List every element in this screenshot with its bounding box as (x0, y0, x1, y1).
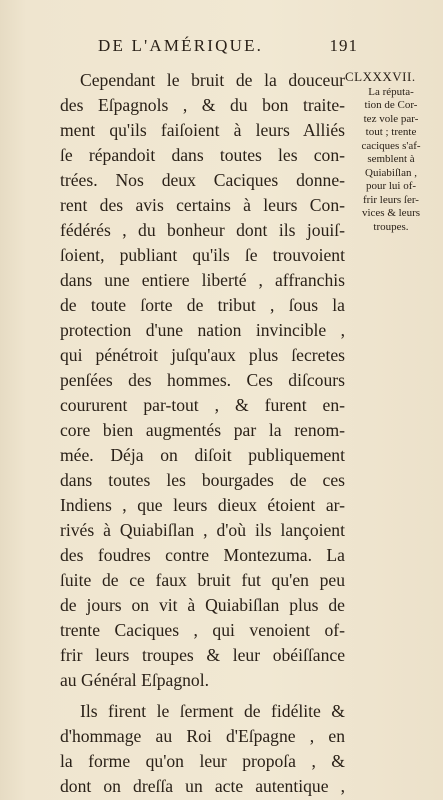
text-line: d'hommage au Roi d'Eſpagne , en (60, 726, 345, 746)
text-line: ſoient, publiant qu'ils ſe trouvoient (60, 245, 345, 265)
text-line: mée. Déja on diſoit publiquement (60, 445, 345, 465)
text-line: ſe répandoit dans toutes les con- (60, 145, 345, 165)
text-line: Cependant le bruit de la douceur (80, 70, 345, 90)
text-line: dont on dreſſa un acte autentique , (60, 776, 345, 796)
text-line: frir leurs troupes & leur obéiſſance (60, 645, 345, 665)
marginal-note (345, 70, 437, 234)
text-line: de toute ſorte de tribut , ſous la (60, 295, 345, 315)
main-text (60, 68, 345, 799)
text-line: qui pénétroit juſqu'aux plus ſecretes (60, 345, 345, 365)
text-line: Ils firent le ſerment de fidélite & (80, 701, 345, 721)
text-line: rivés à Quiabiſlan , d'où ils lançoient (60, 520, 345, 540)
text-line: dans toutes les bourgades de ces (60, 470, 345, 490)
text-line: rent des avis certains à leurs Con- (60, 195, 345, 215)
margin-line: vices & leurs (361, 207, 421, 219)
paragraph-2 (60, 699, 345, 799)
running-title: DE L'AMÉRIQUE. (98, 36, 264, 55)
text-line: trées. Nos deux Caciques donne- (60, 170, 345, 190)
text-line: coururent par-tout , & furent en- (60, 395, 345, 415)
margin-line: pour lui of- (365, 180, 417, 192)
text-line: ment qu'ils faiſoient à leurs Alliés (60, 120, 345, 140)
text-line: ſuite de ce faux bruit fut qu'en peu (60, 570, 345, 590)
running-header (98, 36, 358, 56)
text-line: fédérés , du bonheur dont ils jouiſ- (60, 220, 345, 240)
margin-line: tion de Cor- (364, 99, 418, 111)
text-line: protection d'une nation invincible , (60, 320, 345, 340)
text-line: trente Caciques , qui venoient of- (60, 620, 345, 640)
text-line: la forme qu'on leur propoſa , & (60, 751, 345, 771)
text-line: au Général Eſpagnol. (60, 670, 209, 690)
margin-line: caciques s'af- (361, 139, 421, 152)
margin-line: frir leurs ſer- (363, 193, 419, 206)
text-line: de jours on vit à Quiabiſlan plus de (60, 595, 345, 615)
margin-line: La réputa- (368, 85, 414, 98)
text-line: des Eſpagnols , & du bon traite- (60, 95, 345, 115)
margin-line: troupes. (373, 220, 409, 233)
margin-line: semblent à (367, 153, 415, 165)
chapter-number: CLXXXVII. (345, 69, 416, 84)
text-line: core bien augmentés par la renom- (60, 420, 345, 440)
text-line: Indiens , que leurs dieux étoient ar- (60, 495, 345, 515)
text-line: dans une entiere liberté , affranchis (60, 270, 345, 290)
page-number: 191 (329, 36, 358, 55)
margin-line: tez vole par- (363, 112, 419, 125)
paragraph-1 (60, 68, 345, 693)
text-line: des foudres contre Montezuma. La (60, 545, 345, 565)
text-line: penſées des hommes. Ces diſcours (60, 370, 345, 390)
margin-line: tout ; trente (365, 126, 417, 138)
margin-line: Quiabiſlan , (365, 166, 417, 179)
